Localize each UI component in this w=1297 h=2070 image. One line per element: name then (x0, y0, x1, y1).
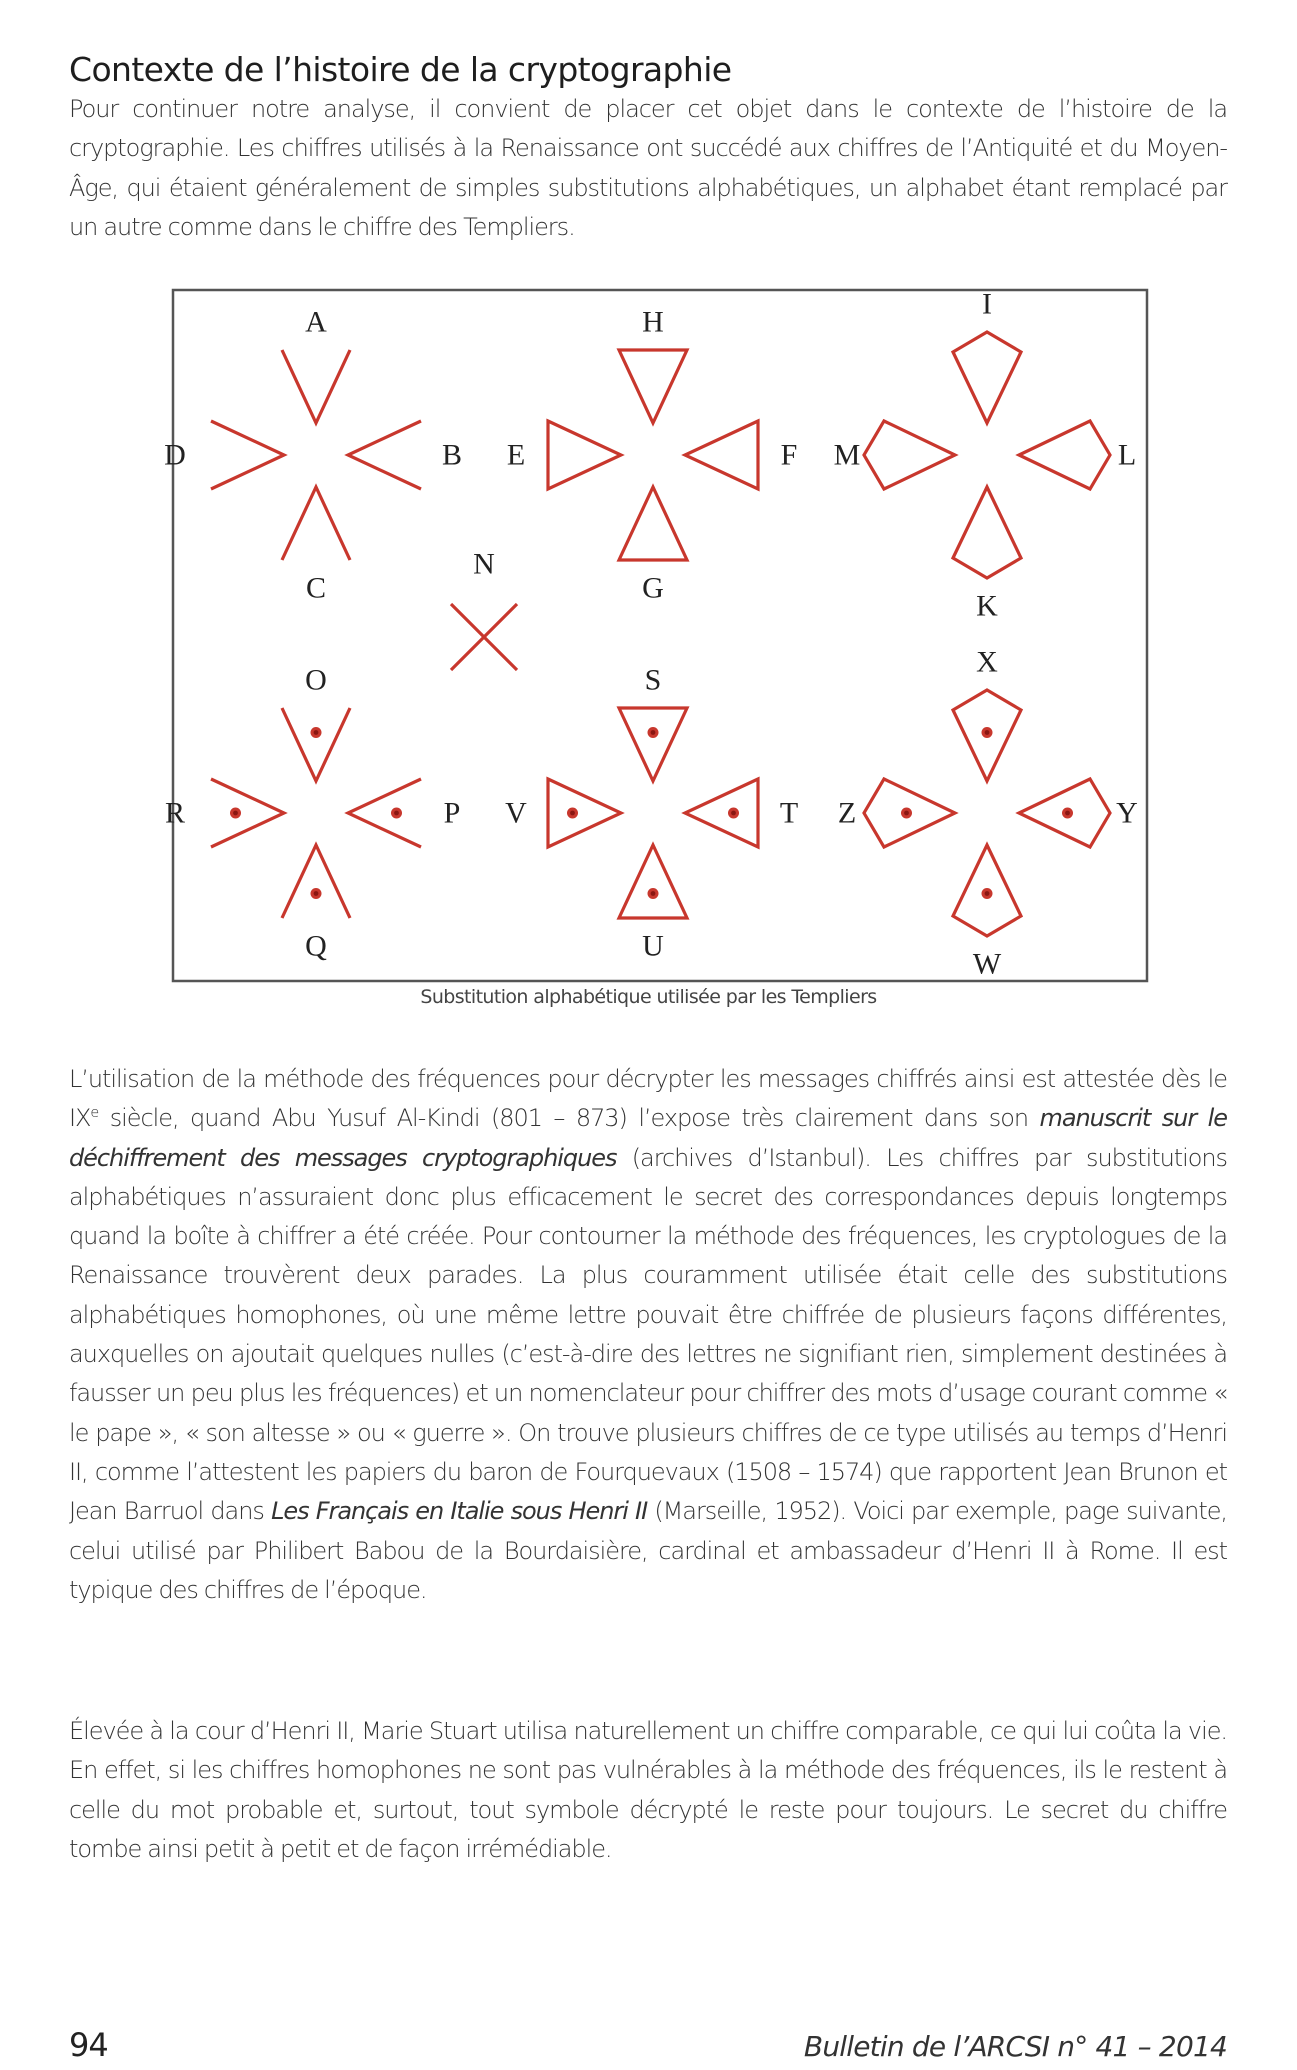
cipher-letter-t: T (779, 796, 799, 830)
cipher-letter-r: R (164, 796, 186, 830)
body-paragraph-frequencies (69, 1060, 1227, 1610)
cipher-letter-d: D (164, 438, 186, 472)
cipher-letter-i: I (982, 287, 992, 321)
cipher-letter-b: B (441, 438, 463, 472)
glyph-dot-core-t (731, 811, 736, 816)
glyph-dot-core-u (651, 891, 656, 896)
glyph-dot-core-r (233, 811, 238, 816)
cipher-letter-n: N (473, 547, 495, 581)
book-title: Les Français en Italie sous Henri II (271, 1497, 648, 1526)
cipher-letter-a: A (305, 305, 327, 339)
glyph-dot-core-o (314, 730, 319, 735)
figure-caption: Substitution alphabétique utilisée par les Templiers (420, 986, 877, 1008)
cipher-letter-w: W (972, 947, 1002, 981)
cipher-letter-s: S (644, 663, 662, 697)
glyph-dot-core-z (904, 811, 909, 816)
glyph-dot-core-p (394, 811, 399, 816)
glyph-dot-core-w (985, 891, 990, 896)
glyph-dot-core-v (570, 811, 575, 816)
glyph-dot-core-x (985, 730, 990, 735)
cipher-letter-f: F (780, 438, 798, 472)
intro-paragraph-text: Pour continuer notre analyse, il convient de placer cet objet dans le contexte de l’histoire de la cryptographie. Les chiffres utilisés à la Renaissance ont succédé aux chiffres de l’Antiquité et du Moyen-Âge, qui étaient généralement de simples substitutions alphabétiques, un alphabet étant remplacé par un autre comme dans le chiffre des Templiers. (69, 95, 1227, 241)
cipher-letter-q: Q (305, 929, 327, 963)
body-paragraph-marie-stuart (69, 1712, 1227, 1869)
cipher-letter-x: X (976, 645, 998, 679)
cipher-letter-e: E (506, 438, 526, 472)
cipher-letter-k: K (976, 589, 998, 623)
text-run: (Marseille, 1952). Voici par exemple, page suivante, celui utilisé par Philibert Babou de la Bourdaisière, cardinal et ambassadeur d’Henri II à Rome. Il est typique des chiffres de l’époque. (69, 1497, 1228, 1604)
glyph-dot-core-y (1065, 811, 1070, 816)
templar-cipher-figure (0, 0, 1297, 1000)
cipher-letter-m: M (833, 438, 861, 472)
cipher-letter-y: Y (1116, 796, 1138, 830)
manuscript-title: manuscrit sur le déchiffrement des messages cryptographiques (69, 1104, 1227, 1172)
page-number: 94 (69, 2026, 108, 2064)
body-paragraph-frequencies-text (69, 1060, 1227, 1610)
text-run: (archives d’Istanbul). Les chiffres par substitutions alphabétiques n’assuraient donc plus efficacement le secret des correspondances depuis longtemps quand la boîte à chiffrer a été créée. Pour contourner la méthode des fréquences, les cryptologues de la Renaissance trouvèrent deux parades. La plus couramment utilisée était celle des substitutions alphabétiques homophones, où une même lettre pouvait être chiffrée de plusieurs façons différentes, auxquelles on ajoutait quelques nulles (c’est-à-dire des lettres ne signifiant rien, simplement destinées à fausser un peu plus les fréquences) et un nomenclateur pour chiffrer des mots d’usage courant comme « le pape », « son altesse » ou « guerre ». On trouve plusieurs chiffres de ce type utilisés au temps d’Henri II, comme l’attestent les papiers du baron de Fourquevaux (1508 – 1574) que rapportent Jean Brunon et Jean Barruol dans (69, 1143, 1227, 1526)
section-heading: Contexte de l’histoire de la cryptographie (69, 50, 732, 89)
glyph-dot-core-s (651, 730, 656, 735)
cipher-letter-l: L (1117, 438, 1137, 472)
text-run: L’utilisation de la méthode des fréquences pour décrypter les messages chiffrés ainsi est attestée dès le IX (69, 1065, 1227, 1133)
text-run: siècle, quand Abu Yusuf Al-Kindi (801 – 873) l’expose très clairement dans son (98, 1104, 1040, 1133)
cipher-letter-o: O (305, 663, 327, 697)
body-paragraph-marie-stuart-text: Élevée à la cour d’Henri II, Marie Stuart utilisa naturellement un chiffre comparable, ce qui lui coûta la vie. En effet, si les chiffres homophones ne sont pas vulnérables à la méthode des fréquences, ils le restent à celle du mot probable et, surtout, tout symbole décrypté le reste pour toujours. Le secret du chiffre tombe ainsi petit à petit et de façon irrémédiable. (69, 1717, 1227, 1863)
journal-footer: Bulletin de l’ARCSI n° 41 – 2014 (803, 2030, 1227, 2063)
cipher-letter-c: C (305, 571, 327, 605)
cipher-letter-h: H (642, 305, 664, 339)
cipher-letter-g: G (642, 571, 664, 605)
glyph-dot-core-q (314, 891, 319, 896)
superscript-e: e (90, 1105, 99, 1122)
cipher-letter-u: U (642, 929, 664, 963)
cipher-letter-p: P (443, 796, 461, 830)
cipher-letter-z: Z (837, 796, 857, 830)
cipher-letter-v: V (505, 796, 527, 830)
